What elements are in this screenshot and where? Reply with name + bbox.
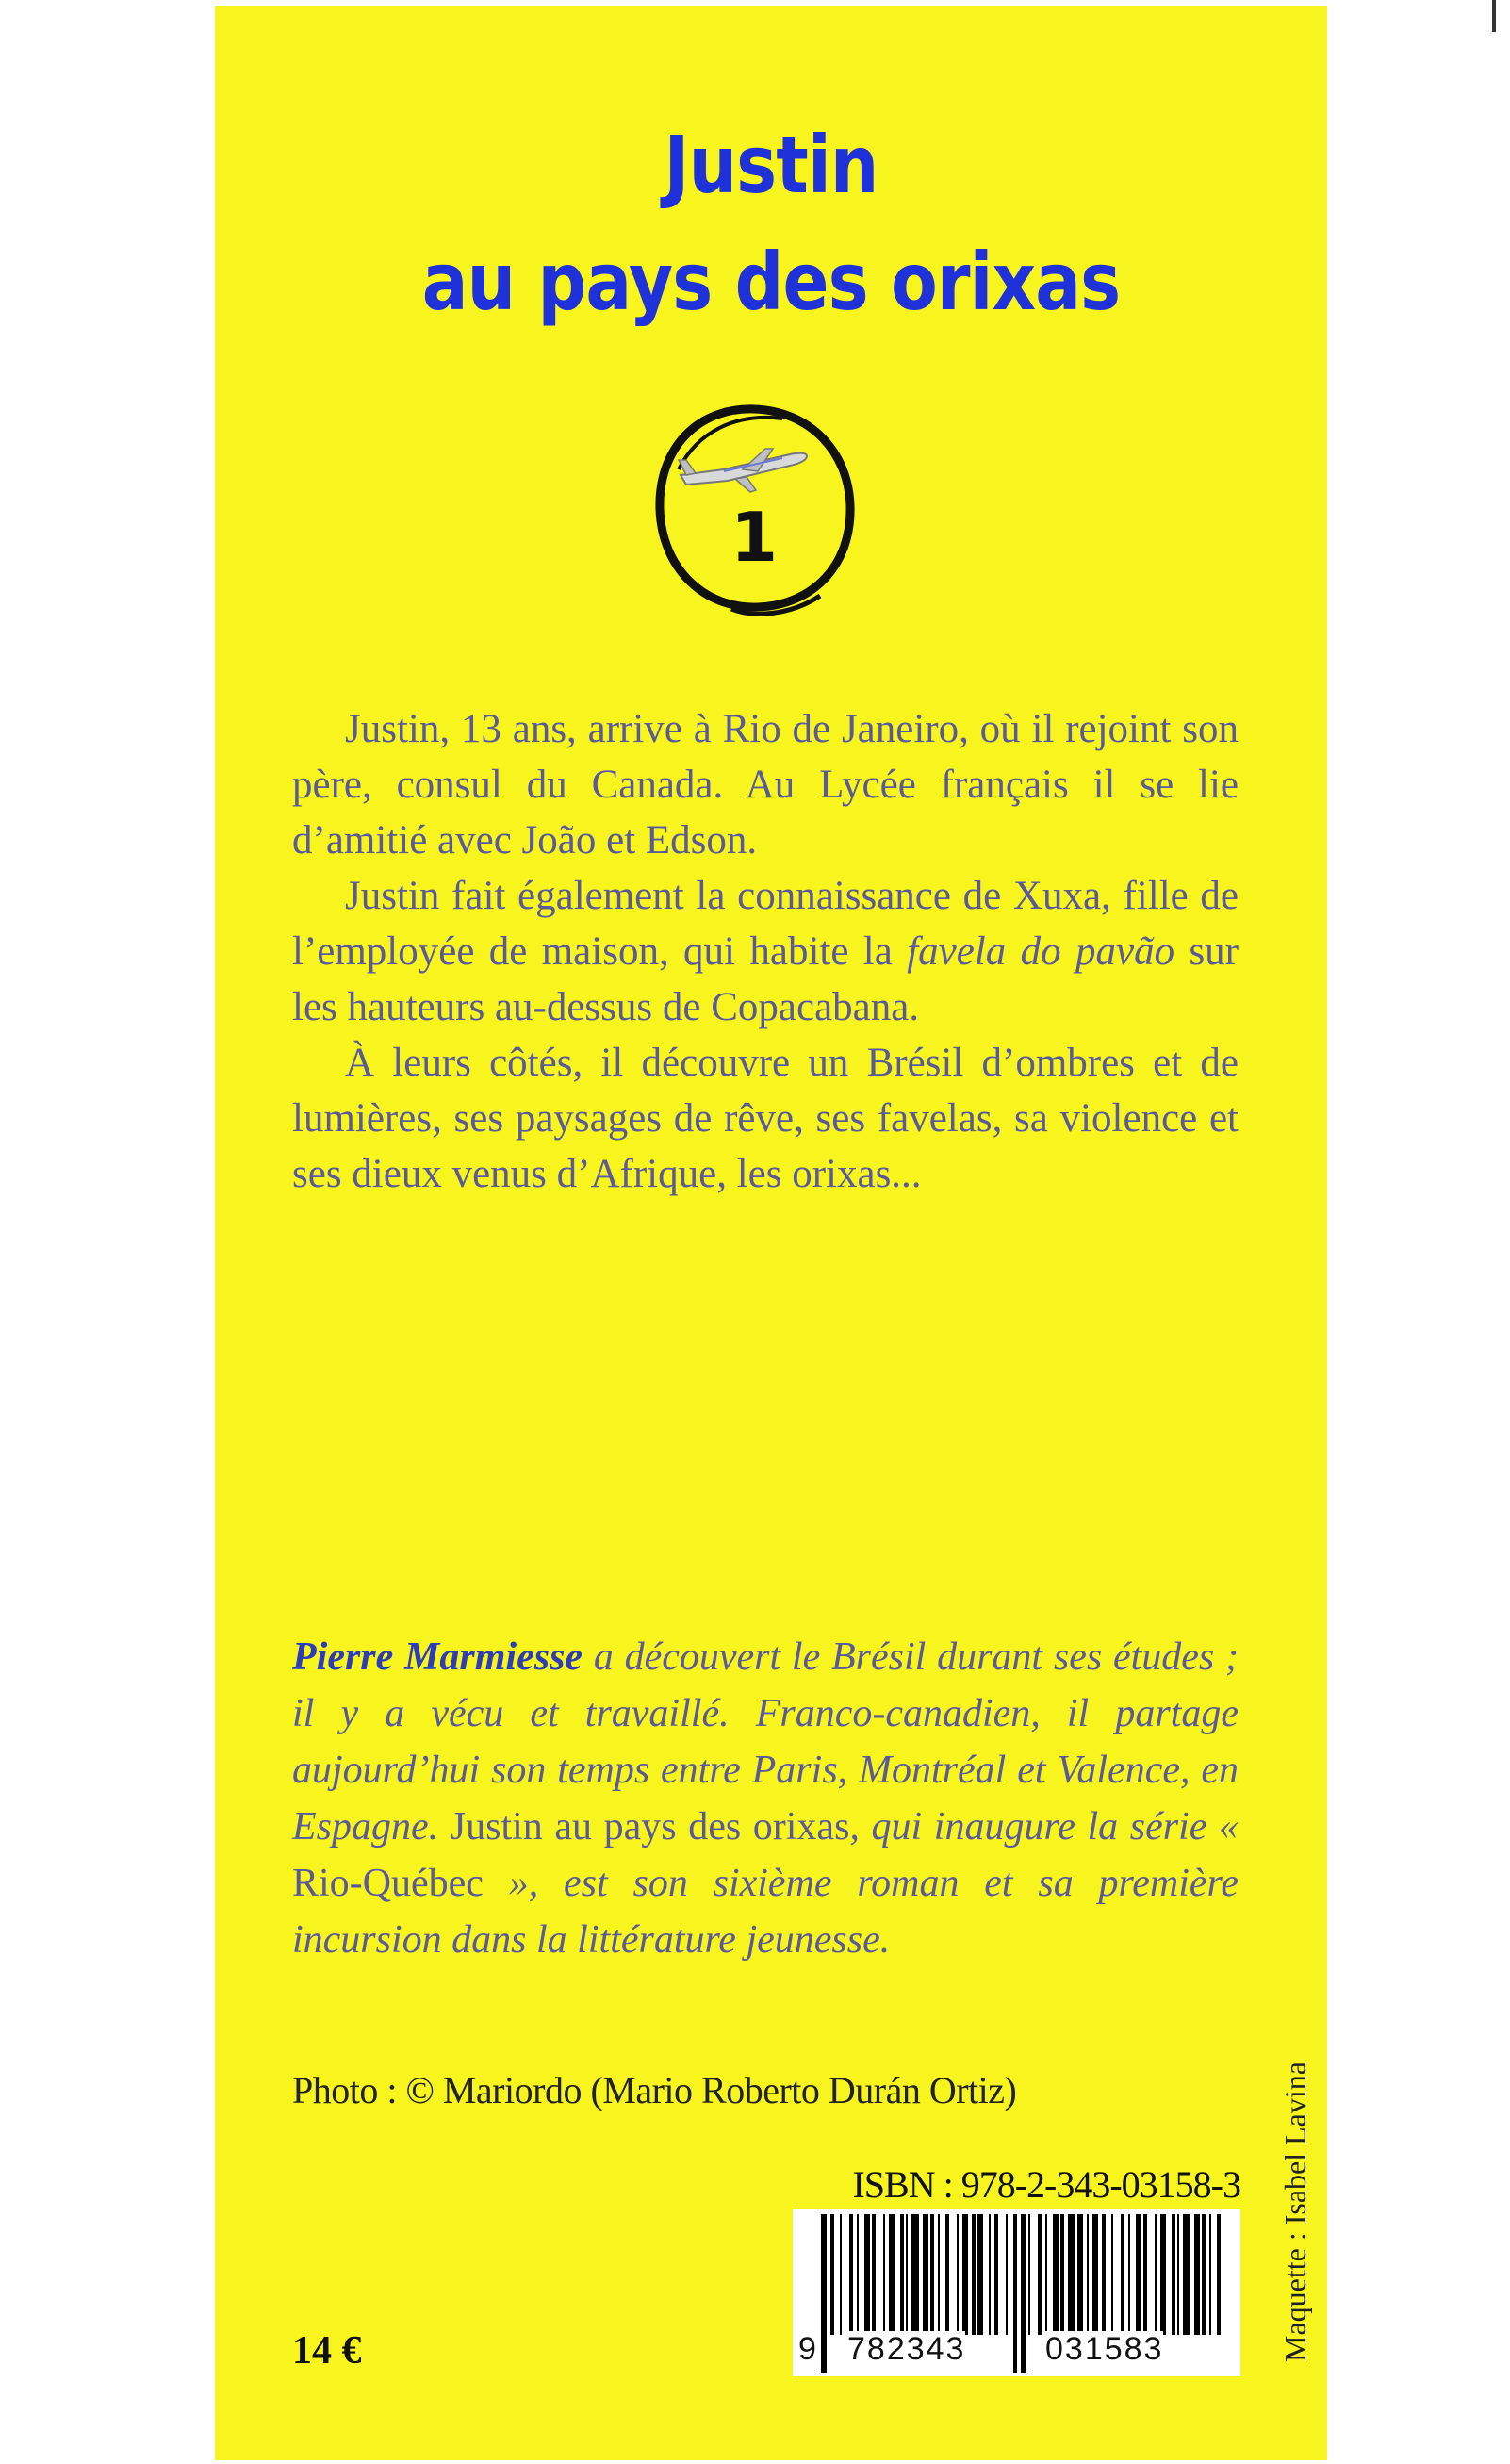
barcode-bar [889, 2214, 895, 2335]
bio-series-name: Rio-Québec [292, 1862, 484, 1905]
barcode-bar [1092, 2214, 1098, 2335]
barcode-bar [962, 2214, 968, 2335]
barcode-bar [830, 2214, 834, 2335]
barcode-lead-digit: 9 [798, 2331, 818, 2367]
airplane-icon [679, 449, 807, 492]
barcode-bar [972, 2214, 976, 2335]
crop-mark [1492, 0, 1496, 32]
barcode-bar [864, 2214, 870, 2335]
barcode-bar [1045, 2214, 1047, 2335]
barcode-bar [1038, 2214, 1042, 2335]
barcode-bar [1136, 2214, 1141, 2335]
barcode-bar [1028, 2214, 1030, 2335]
author-name: Pierre Marmiesse [292, 1635, 583, 1679]
synopsis [292, 701, 1239, 1202]
barcode-bar [900, 2214, 904, 2335]
series-emblem [641, 394, 867, 620]
barcode-bar [1143, 2214, 1147, 2335]
synopsis-paragraph-2 [292, 868, 1239, 1035]
barcode-bar [977, 2214, 983, 2335]
barcode-bar [1077, 2214, 1083, 2335]
barcode-bar [1202, 2214, 1206, 2335]
barcode-bar [883, 2214, 885, 2335]
barcode-bar [1068, 2214, 1075, 2335]
barcode-bar [1087, 2214, 1089, 2335]
barcode-bar [989, 2214, 991, 2335]
barcode-bar [1102, 2214, 1106, 2335]
barcode-bar [945, 2214, 949, 2335]
barcode-bar [1155, 2214, 1157, 2335]
barcode-bar [1209, 2214, 1211, 2335]
barcode-bar [1060, 2214, 1064, 2335]
layout-credit: Maquette : Isabel Lavina [1278, 2062, 1312, 2362]
barcode-bar [1006, 2214, 1008, 2335]
barcode [793, 2209, 1240, 2376]
barcode-bar [1121, 2214, 1124, 2335]
book-title-line2: au pays des orixas [421, 236, 1121, 328]
barcode-bar [957, 2214, 959, 2335]
synopsis-paragraph-1: Justin, 13 ans, arrive à Rio de Janeiro, où il rejoint son père, consul du Canada. Au Lycée français il se lie d’amitié avec João et Edson. [292, 707, 1239, 862]
synopsis-paragraph-3: À leurs côtés, il découvre un Brésil d’ombres et de lumières, ses paysages de rêve, ses favelas, sa violence et ses dieux venus d’Afrique, les orixas... [292, 1041, 1239, 1196]
barcode-bar [911, 2214, 919, 2335]
bio-text-1: a découvert le Brésil durant ses études ; il y a vécu et travaillé. Franco-canadien, il partage aujourd’hui son temps entre Paris, Montréal et Valence, en Espagne. [292, 1635, 1239, 1848]
barcode-bar [1177, 2214, 1179, 2335]
author-bio [292, 1629, 1239, 1968]
barcode-right-group: 031583 [1045, 2331, 1164, 2367]
barcode-bar [821, 2214, 827, 2373]
barcode-bar [1111, 2214, 1113, 2335]
barcode-bar [840, 2214, 842, 2335]
book-title-line1: Justin [664, 119, 878, 211]
barcode-bar [1053, 2214, 1059, 2335]
photo-credit: Photo : © Mariordo (Mario Roberto Durán Ortiz) [292, 2069, 1017, 2111]
bio-text-2: , qui inaugure la série « [849, 1805, 1239, 1848]
barcode-bar [1128, 2214, 1130, 2335]
barcode-bar [1172, 2214, 1175, 2335]
price: 14 € [292, 2329, 362, 2373]
barcode-bar [1183, 2214, 1190, 2335]
barcode-bar [1013, 2214, 1017, 2373]
barcode-bar [994, 2214, 998, 2335]
isbn-label: ISBN : 978-2-343-03158-3 [852, 2163, 1240, 2206]
barcode-bar [923, 2214, 928, 2335]
barcode-bar [872, 2214, 876, 2335]
barcode-bar [938, 2214, 940, 2335]
barcode-bar [1194, 2214, 1200, 2335]
barcode-bar [857, 2214, 859, 2335]
barcode-left-group: 782343 [847, 2331, 966, 2367]
bio-book-title: Justin au pays des orixas [450, 1805, 850, 1848]
bio-text-3: », est son sixième roman et sa première incursion dans la littérature jeunesse. [292, 1862, 1239, 1962]
barcode-bar [906, 2214, 908, 2335]
barcode-bar [849, 2214, 853, 2335]
barcode-bar [1217, 2214, 1221, 2335]
back-cover [215, 6, 1327, 2460]
barcode-bar [1021, 2214, 1026, 2373]
barcode-bar [1160, 2214, 1166, 2335]
series-number: 1 [730, 498, 779, 577]
synopsis-p2-start: Justin fait également la connaissance de Xuxa, fille de l’employée de maison, qui habite la [292, 874, 1239, 974]
synopsis-p2-end: sur les hauteurs au-dessus de Copacabana. [292, 929, 1239, 1029]
synopsis-p2-italic: favela do pavão [907, 929, 1175, 974]
barcode-bar [930, 2214, 934, 2335]
